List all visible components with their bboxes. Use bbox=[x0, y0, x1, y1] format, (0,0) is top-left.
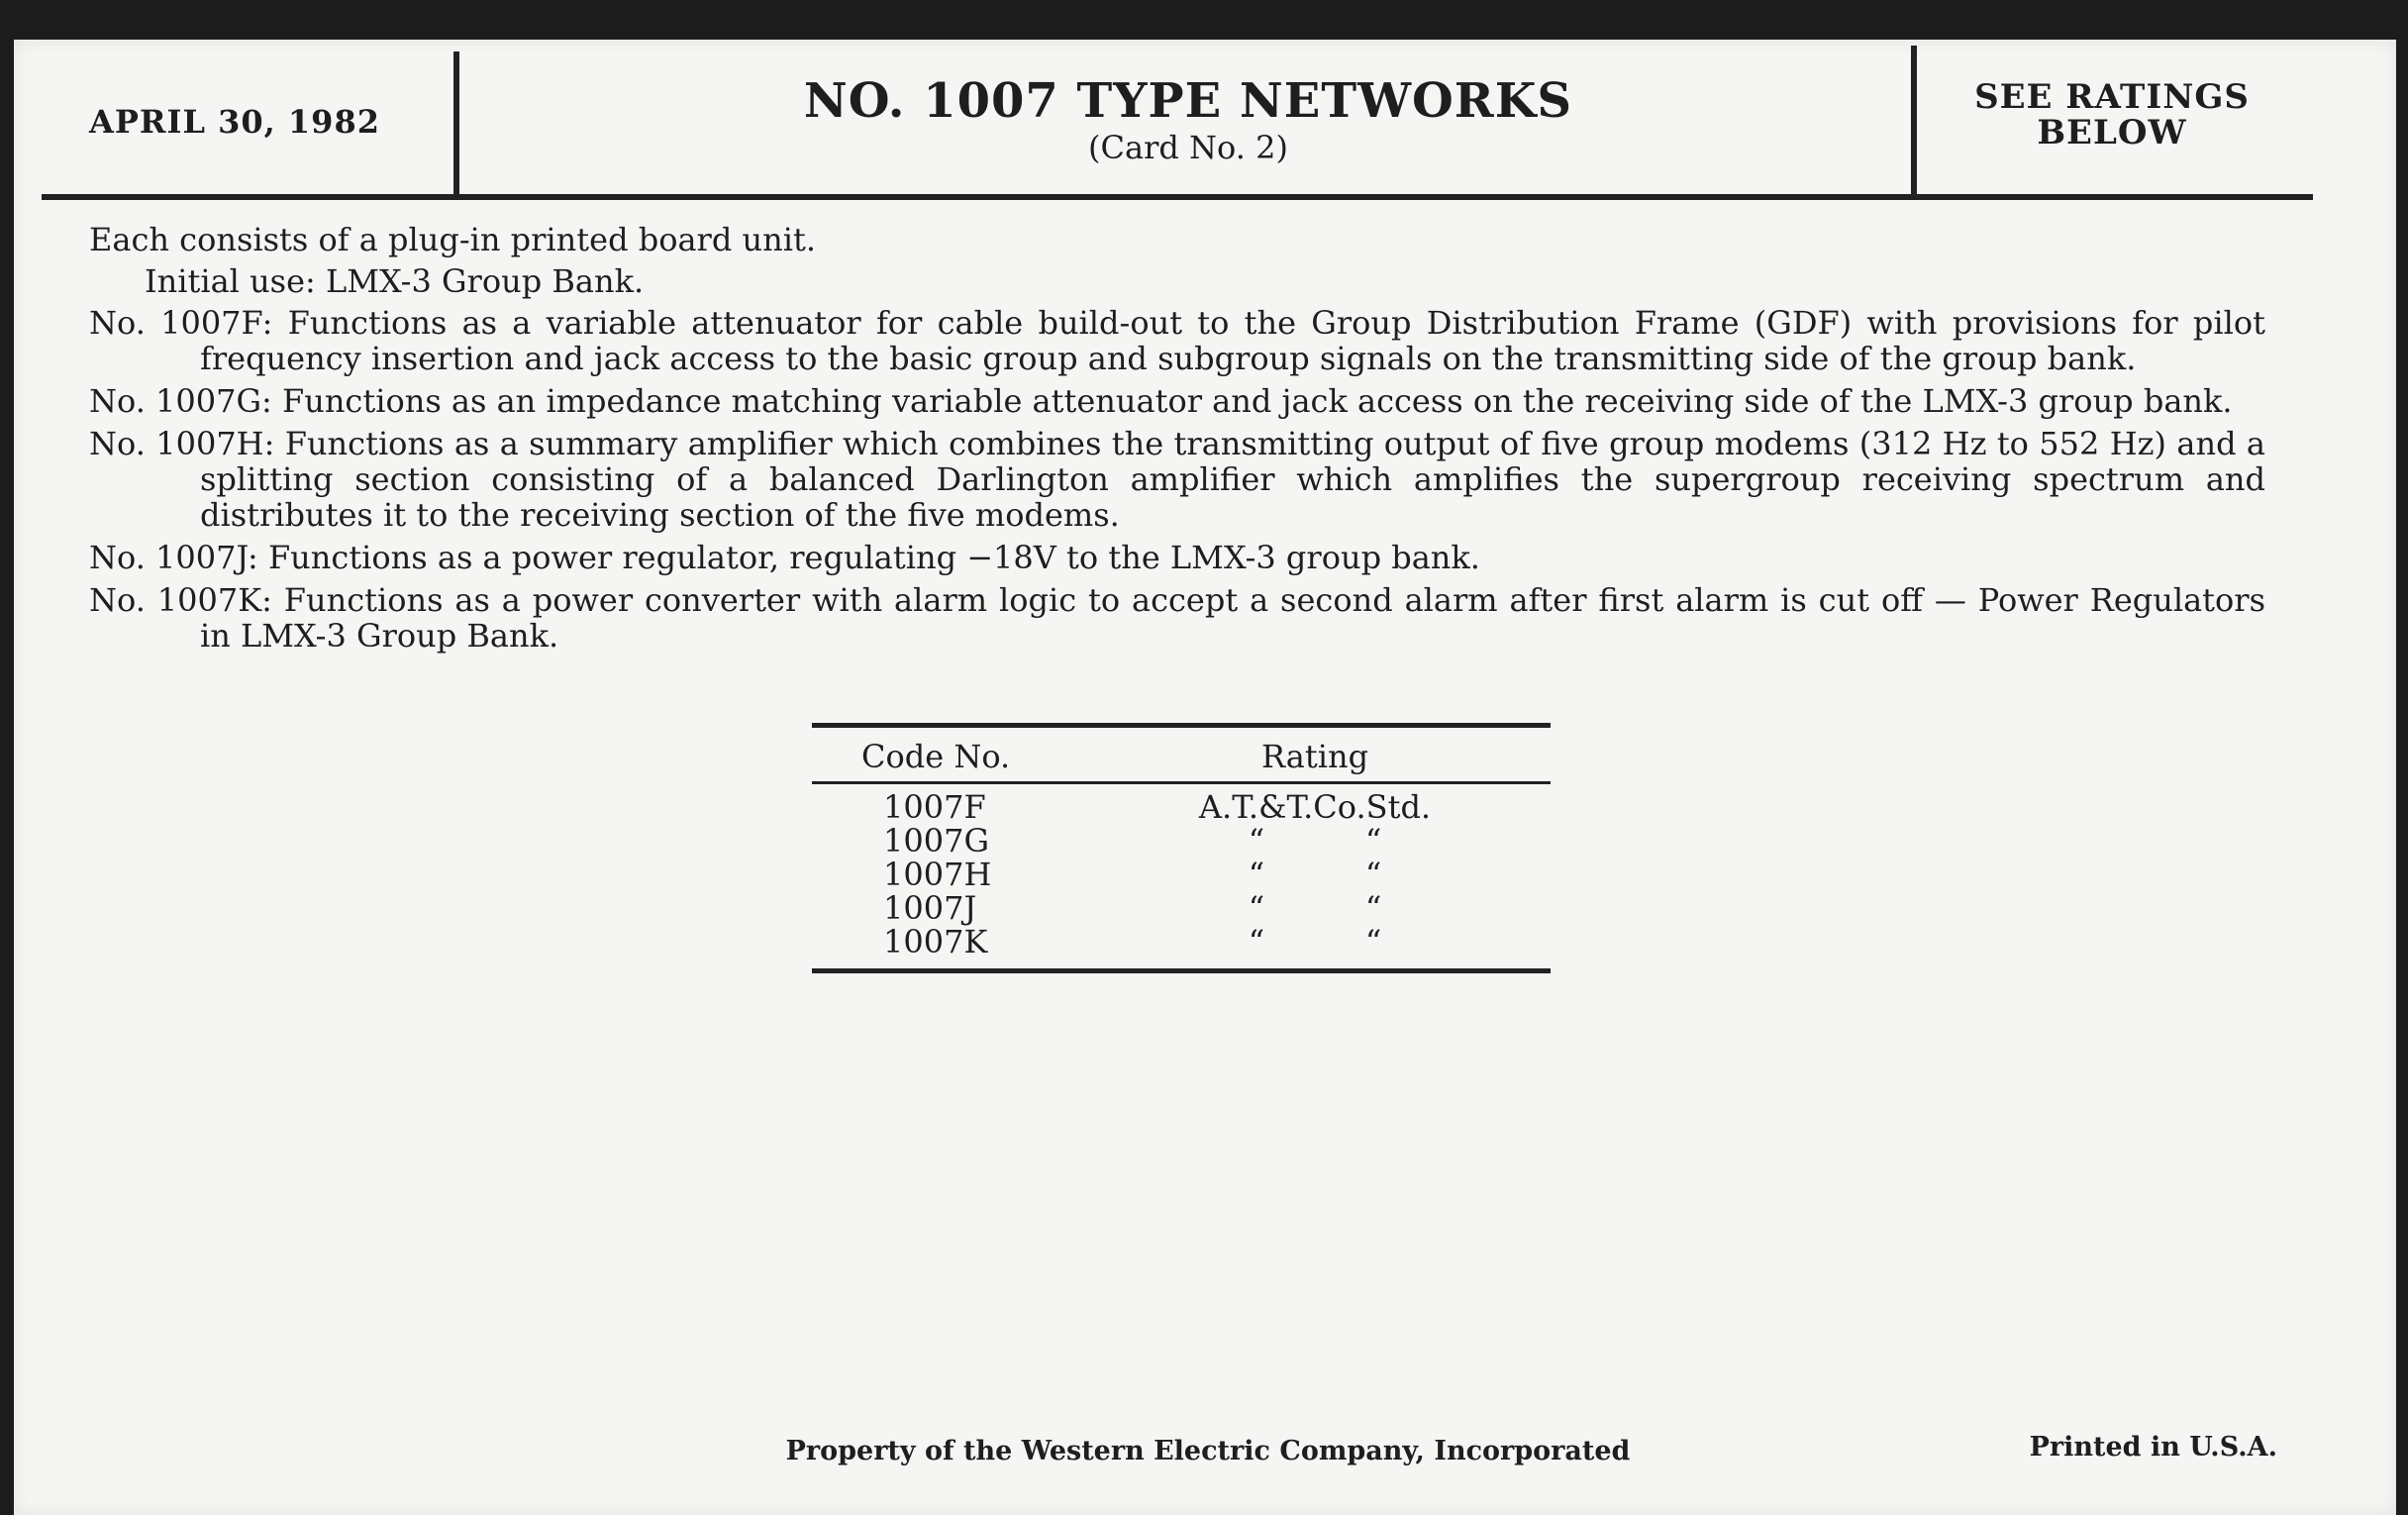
table-row bbox=[812, 891, 1551, 925]
cell-rating: “ “ bbox=[1248, 923, 1382, 960]
card-date: APRIL 30, 1982 bbox=[89, 103, 380, 141]
printed-notice: Printed in U.S.A. bbox=[2029, 1432, 2277, 1463]
ratings-table bbox=[812, 723, 1551, 973]
intro-text: Each consists of a plug-in printed board unit. bbox=[89, 221, 816, 258]
table-row bbox=[812, 824, 1551, 858]
header-divider-left bbox=[453, 51, 459, 196]
initial-use-text: Initial use: LMX-3 Group Bank. bbox=[145, 262, 645, 300]
cell-rating: A.T.&T.Co.Std. bbox=[1198, 788, 1432, 826]
table-row bbox=[812, 790, 1551, 824]
column-header-rating: Rating bbox=[1260, 738, 1369, 775]
cell-code: 1007J bbox=[883, 889, 977, 927]
table-header bbox=[812, 728, 1551, 775]
cell-code: 1007H bbox=[883, 856, 992, 893]
cell-rating: “ “ bbox=[1248, 889, 1382, 927]
ratings-note-line2: BELOW bbox=[2037, 113, 2187, 152]
cell-rating: “ “ bbox=[1248, 822, 1382, 859]
entry-1007f: No. 1007F: Functions as a variable attenuator for cable build-out to the Group Distribution Frame (GDF) with provisions for pilot frequency insertion and jack access to the basic group and subgroup signals on the transmitting side of the group bank. bbox=[89, 304, 2265, 377]
entry-1007g: No. 1007G: Functions as an impedance matching variable attenuator and jack access on the receiving side of the LMX-3 group bank. bbox=[89, 382, 2233, 420]
table-body bbox=[812, 784, 1551, 959]
header-divider-right bbox=[1911, 46, 1917, 194]
column-header-code: Code No. bbox=[861, 738, 1011, 775]
entry-1007h: No. 1007H: Functions as a summary amplifier which combines the transmitting output of five group modems (312 Hz to 552 Hz) and a splitting section consisting of a balanced Darlington amplifier which amplifies the supergroup receiving spectrum and distributes it to the receiving section of the five modems. bbox=[89, 425, 2265, 534]
header-rule bbox=[42, 194, 2313, 200]
table-row bbox=[812, 925, 1551, 959]
table-rule-bottom bbox=[812, 968, 1551, 973]
page-title: NO. 1007 TYPE NETWORKS bbox=[803, 73, 1573, 129]
cell-code: 1007K bbox=[883, 923, 988, 960]
ratings-note-line1: SEE RATINGS bbox=[1974, 77, 2250, 117]
table-row bbox=[812, 858, 1551, 891]
card-number: (Card No. 2) bbox=[1088, 129, 1288, 166]
cell-code: 1007F bbox=[883, 788, 986, 826]
cell-rating: “ “ bbox=[1248, 856, 1382, 893]
property-notice: Property of the Western Electric Company, Incorporated bbox=[785, 1436, 1631, 1466]
ratings-note bbox=[1919, 79, 2305, 151]
entry-1007j: No. 1007J: Functions as a power regulator, regulating −18V to the LMX-3 group bank. bbox=[89, 539, 1480, 576]
entry-1007k: No. 1007K: Functions as a power converter with alarm logic to accept a second alarm after first alarm is cut off — Power Regulators in LMX-3 Group Bank. bbox=[89, 581, 2265, 655]
description bbox=[89, 222, 2265, 660]
cell-code: 1007G bbox=[883, 822, 989, 859]
